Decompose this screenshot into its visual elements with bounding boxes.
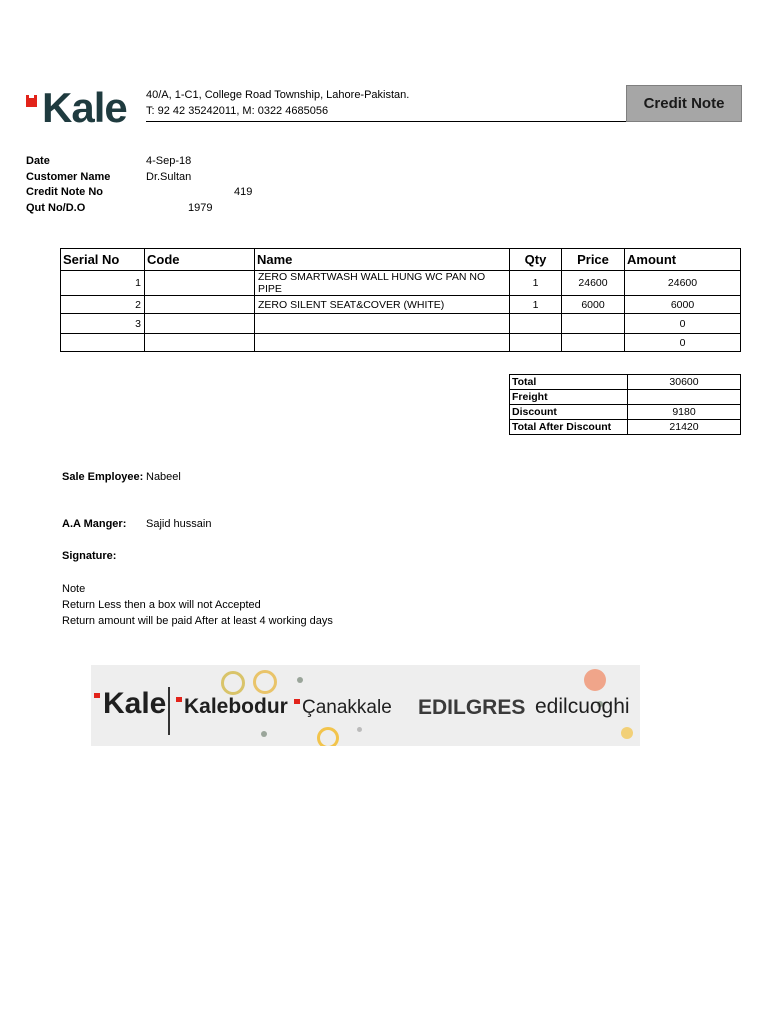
- info-label: Qut No/D.O: [26, 201, 86, 214]
- brand-red-square: [94, 693, 100, 698]
- brand-kalebodur: Kalebodur: [184, 695, 288, 718]
- brand-red-square: [176, 697, 182, 702]
- sale-employee-label: Sale Employee:: [62, 471, 144, 483]
- table-row: [61, 296, 741, 314]
- table-row: [61, 334, 741, 352]
- address-line-2: T: 92 42 35242011, M: 0322 4685056: [146, 105, 329, 117]
- cell-amount: 0: [625, 314, 741, 334]
- totals-value: [628, 390, 741, 405]
- info-label: Credit Note No: [26, 186, 103, 198]
- totals-label: Total After Discount: [510, 420, 628, 435]
- decor-circle: [297, 677, 303, 683]
- table-row: [61, 314, 741, 334]
- cell-price: 6000: [562, 296, 625, 314]
- info-row-customer: [26, 171, 326, 187]
- cell-serial: 2: [61, 296, 145, 314]
- cell-amount: 6000: [625, 296, 741, 314]
- cell-code: [145, 314, 255, 334]
- document-title: Credit Note: [626, 85, 742, 122]
- company-address: [146, 87, 409, 119]
- address-line-1: 40/A, 1-C1, College Road Township, Lahore-Pakistan.: [146, 89, 410, 101]
- info-row-quotation: [26, 202, 326, 218]
- brand-kale: Kale: [103, 687, 167, 720]
- manager-label: A.A Manger:: [62, 518, 127, 530]
- signature-label: Signature:: [62, 550, 117, 562]
- cell-qty: [510, 334, 562, 352]
- brand-edilcuoghi: edilcuoghi: [535, 695, 630, 718]
- manager-value: Sajid hussain: [146, 518, 212, 530]
- cell-serial: 3: [61, 314, 145, 334]
- cell-price: [562, 334, 625, 352]
- note-title: Note: [62, 583, 86, 595]
- info-value: 4-Sep-18: [146, 155, 192, 167]
- cell-name: ZERO SILENT SEAT&COVER (WHITE): [255, 296, 510, 314]
- brand-canakkale: Çanakkale: [302, 697, 392, 718]
- logo-red-square: [26, 98, 37, 107]
- col-qty-header: Qty: [510, 249, 562, 271]
- totals-table: [509, 374, 741, 435]
- decor-circle: [221, 671, 245, 695]
- totals-value: 9180: [628, 405, 741, 420]
- sale-employee-value: Nabeel: [146, 471, 181, 483]
- totals-label: Freight: [510, 390, 628, 405]
- col-code-header: Code: [145, 249, 255, 271]
- brand-banner: [91, 665, 640, 746]
- note-line-2: Return amount will be paid After at least 4 working days: [62, 615, 333, 627]
- totals-value: 21420: [628, 420, 741, 435]
- col-price-header: Price: [562, 249, 625, 271]
- cell-price: 24600: [562, 271, 625, 296]
- info-value: Dr.Sultan: [146, 170, 192, 183]
- note-block: [62, 581, 333, 629]
- info-value: 419: [234, 186, 253, 198]
- decor-circle: [584, 669, 606, 691]
- cell-qty: 1: [510, 271, 562, 296]
- decor-circle: [317, 727, 339, 746]
- cell-qty: [510, 314, 562, 334]
- decor-circle: [357, 727, 362, 732]
- cell-serial: 1: [61, 271, 145, 296]
- decor-circle: [253, 670, 277, 694]
- info-row-date: [26, 155, 326, 171]
- items-header-row: [61, 249, 741, 271]
- info-block: [26, 155, 326, 217]
- brand-red-square: [294, 699, 300, 704]
- cell-code: [145, 334, 255, 352]
- logo-text: Kale: [42, 84, 127, 131]
- info-row-credit-note-no: [26, 186, 326, 202]
- cell-qty: 1: [510, 296, 562, 314]
- table-row: [61, 271, 741, 296]
- brand-divider: [168, 687, 170, 735]
- cell-code: [145, 296, 255, 314]
- totals-label: Total: [510, 375, 628, 390]
- header-divider: [146, 121, 626, 122]
- note-line-1: Return Less then a box will not Accepted: [62, 599, 261, 611]
- info-label: Customer Name: [26, 170, 111, 183]
- totals-label: Discount: [510, 405, 628, 420]
- cell-serial: [61, 334, 145, 352]
- brand-edilgres: EDILGRES: [418, 696, 526, 719]
- items-table: [60, 248, 741, 352]
- cell-amount: 0: [625, 334, 741, 352]
- totals-row: [510, 390, 741, 405]
- cell-amount: 24600: [625, 271, 741, 296]
- cell-name: [255, 334, 510, 352]
- col-amount-header: Amount: [625, 249, 741, 271]
- info-value: 1979: [188, 201, 213, 214]
- decor-circle: [621, 727, 633, 739]
- cell-name: ZERO SMARTWASH WALL HUNG WC PAN NO PIPE: [255, 271, 510, 296]
- info-label: Date: [26, 155, 50, 167]
- totals-row: [510, 405, 741, 420]
- col-name-header: Name: [255, 249, 510, 271]
- cell-code: [145, 271, 255, 296]
- cell-price: [562, 314, 625, 334]
- totals-row: [510, 375, 741, 390]
- decor-circle: [261, 731, 267, 737]
- totals-value: 30600: [628, 375, 741, 390]
- cell-name: [255, 314, 510, 334]
- totals-row: [510, 420, 741, 435]
- col-serial-header: Serial No: [61, 249, 145, 271]
